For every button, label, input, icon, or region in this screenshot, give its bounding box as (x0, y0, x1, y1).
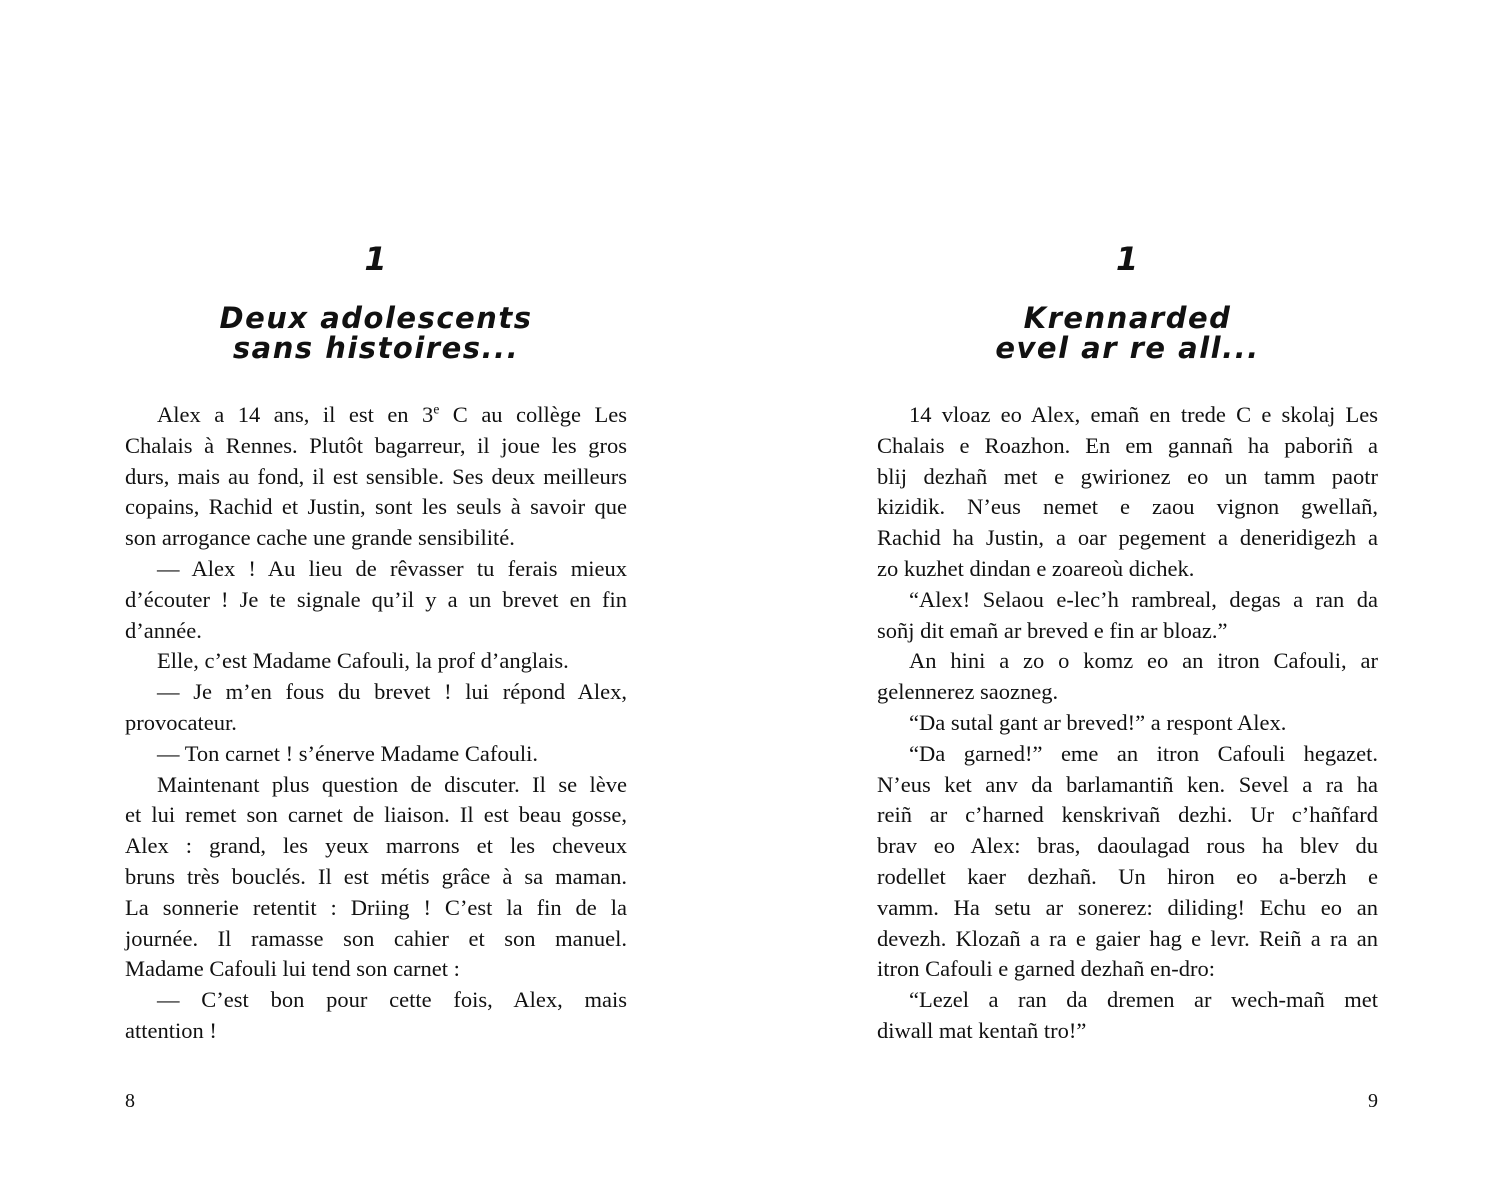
text-line: Maintenant plus question de discuter. Il se lève (157, 771, 627, 797)
chapter-number: 1 (1115, 240, 1140, 278)
text-line: journée. Il ramasse son cahier et son manuel. (125, 925, 627, 951)
text-line: blij dezhañ met e gwirionez eo un tamm paotr (877, 463, 1378, 489)
text-line: kizidik. N’eus nemet e zaou vignon gwellañ, (877, 494, 1378, 520)
text-line: “Lezel a ran da dremen ar wech-mañ met (909, 987, 1378, 1013)
text-line: son arrogance cache une grande sensibilité. (125, 525, 515, 551)
body-text (877, 400, 1378, 1047)
text-line: “Alex! Selaou e-lec’h rambreal, degas a ran da (909, 586, 1378, 612)
text-line: soñj dit emañ ar breved e fin ar bloaz.” (877, 617, 1228, 643)
text-line: — Ton carnet ! s’énerve Madame Cafouli. (157, 740, 538, 766)
text-line: rodellet kaer dezhañ. Un hiron eo a-berzh e (877, 863, 1378, 889)
text-line: Alex a 14 ans, il est en 3e C au collège Les (157, 401, 627, 427)
text-line: Elle, c’est Madame Cafouli, la prof d’anglais. (157, 648, 569, 674)
text-line: itron Cafouli e garned dezhañ en-dro: (877, 956, 1215, 982)
text-line: Rachid ha Justin, a oar pegement a deneridigezh a (877, 525, 1378, 551)
text-line: vamm. Ha setu ar sonerez: diliding! Echu eo an (877, 894, 1378, 920)
text-line: “Da sutal gant ar breved!” a respont Alex. (909, 709, 1287, 735)
text-line: gelennerez saozneg. (877, 679, 1059, 705)
text-line: — Je m’en fous du brevet ! lui répond Alex, (157, 679, 627, 705)
text-line: provocateur. (125, 709, 237, 735)
text-line: An hini a zo o komz eo an itron Cafouli, ar (909, 648, 1378, 674)
text-line: copains, Rachid et Justin, sont les seuls à savoir que (125, 494, 627, 520)
text-line: “Da garned!” eme an itron Cafouli hegazet. (909, 740, 1378, 766)
body-text (125, 400, 627, 1047)
text-line: reiñ ar c’harned kenskrivañ dezhi. Ur c’hañfard (877, 802, 1378, 828)
text-line: devezh. Klozañ a ra e gaier hag e levr. Reiñ a ra an (877, 925, 1378, 951)
text-line: zo kuzhet dindan e zoareoù dichek. (877, 555, 1195, 581)
text-line: Madame Cafouli lui tend son carnet : (125, 956, 460, 982)
text-line: 14 vloaz eo Alex, emañ en trede C e skolaj Les (909, 402, 1378, 427)
text-line: attention ! (125, 1017, 217, 1043)
left-page (125, 0, 627, 1189)
text-line: Alex : grand, les yeux marrons et les cheveux (125, 833, 627, 859)
text-line: — C’est bon pour cette fois, Alex, mais (157, 987, 627, 1013)
text-line: Chalais e Roazhon. En em gannañ ha paboriñ a (877, 432, 1378, 458)
text-line: et lui remet son carnet de liaison. Il est beau gosse, (125, 802, 627, 828)
text-line: N’eus ket anv da barlamantiñ ken. Sevel a ra ha (877, 771, 1378, 797)
text-line: diwall mat kentañ tro!” (877, 1017, 1087, 1043)
chapter-title-line: Krennarded (1023, 301, 1232, 335)
page-number: 8 (125, 1090, 135, 1112)
text-line: d’écouter ! Je te signale qu’il y a un brevet en fin (125, 586, 627, 612)
text-line: durs, mais au fond, il est sensible. Ses deux meilleurs (125, 463, 627, 489)
text-line: d’année. (125, 617, 202, 643)
page-number: 9 (1368, 1090, 1378, 1112)
text-line: Chalais à Rennes. Plutôt bagarreur, il joue les gros (125, 432, 627, 458)
right-page (877, 0, 1378, 1189)
chapter-title-line: Deux adolescents (219, 301, 533, 335)
chapter-title-line: evel ar re all... (995, 331, 1260, 365)
text-line: — Alex ! Au lieu de rêvasser tu ferais mieux (157, 555, 627, 581)
text-line: bruns très bouclés. Il est métis grâce à sa maman. (125, 863, 627, 889)
chapter-title (877, 303, 1378, 363)
chapter-number: 1 (364, 240, 388, 278)
text-line: La sonnerie retentit : Driing ! C’est la fin de la (125, 894, 627, 920)
chapter-title-line: sans histoires... (232, 331, 520, 365)
chapter-title (125, 303, 627, 363)
text-line: brav eo Alex: bras, daoulagad rous ha blev du (877, 833, 1378, 859)
